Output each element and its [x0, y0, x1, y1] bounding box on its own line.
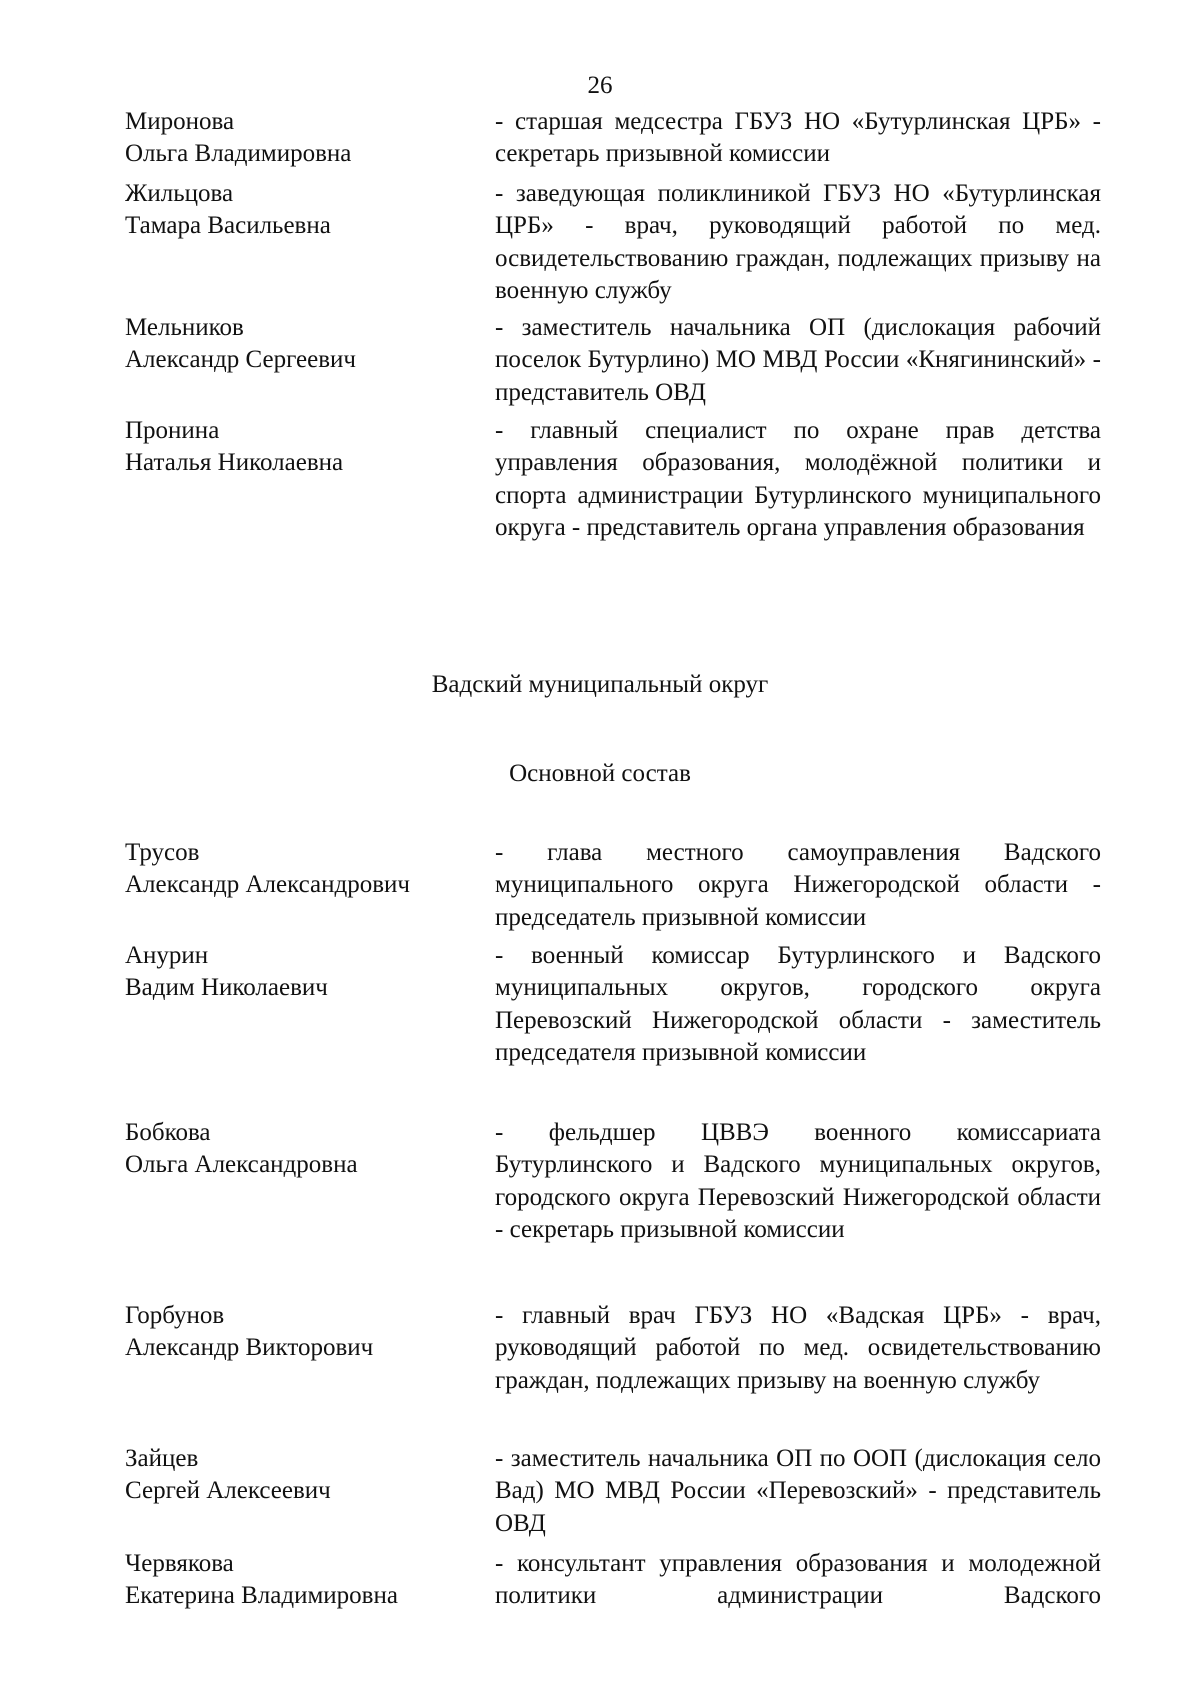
member-name — [125, 1443, 495, 1540]
member-role: - консультант управления образования и молодежной политики администрации Вадского — [495, 1550, 1101, 1610]
member-surname: Миронова — [125, 108, 235, 135]
page-number: 26 — [587, 72, 613, 99]
member-entry — [125, 415, 1110, 544]
member-entry — [125, 178, 1110, 307]
member-surname: Мельников — [125, 314, 244, 341]
member-given-names: Ольга Александровна — [125, 1151, 358, 1179]
member-entry — [125, 837, 1110, 934]
member-surname: Пронина — [125, 417, 220, 444]
member-entry — [125, 106, 1110, 171]
member-role: - заведующая поликлиникой ГБУЗ НО «Бутурлинская ЦРБ» - врач, руководящий работой по мед. освидетельствованию граждан, подлежащих призыву на военную службу — [495, 180, 1101, 304]
member-name — [125, 1548, 495, 1613]
member-name — [125, 1117, 495, 1246]
member-entry — [125, 312, 1110, 409]
member-entry — [125, 1300, 1110, 1397]
member-given-names: Сергей Алексеевич — [125, 1477, 331, 1505]
member-surname: Горбунов — [125, 1302, 225, 1329]
member-given-names: Екатерина Владимировна — [125, 1582, 398, 1610]
member-name — [125, 106, 495, 171]
member-name — [125, 415, 495, 544]
member-given-names: Александр Александрович — [125, 871, 410, 899]
composition-heading: Основной состав — [509, 760, 691, 787]
member-surname: Трусов — [125, 839, 200, 866]
member-role: - глава местного самоуправления Вадского муниципального округа Нижегородской области - председатель призывной комиссии — [495, 839, 1101, 931]
member-entry — [125, 1117, 1110, 1246]
member-name — [125, 837, 495, 934]
member-surname: Жильцова — [125, 180, 234, 207]
member-name — [125, 940, 495, 1069]
member-given-names: Ольга Владимировна — [125, 140, 352, 168]
member-surname: Зайцев — [125, 1445, 199, 1472]
member-role: - фельдшер ЦВВЭ военного комиссариата Бутурлинского и Вадского муниципальных округов, городского округа Перевозский Нижегородской области - секретарь призывной комиссии — [495, 1119, 1101, 1243]
member-entry — [125, 1548, 1110, 1613]
member-name — [125, 312, 495, 409]
member-role: - старшая медсестра ГБУЗ НО «Бутурлинская ЦРБ» - секретарь призывной комиссии — [495, 108, 1101, 168]
member-name — [125, 1300, 495, 1397]
member-given-names: Александр Сергеевич — [125, 346, 356, 374]
member-given-names: Вадим Николаевич — [125, 974, 328, 1002]
member-surname: Анурин — [125, 942, 209, 969]
member-entry — [125, 940, 1110, 1069]
member-role: - главный врач ГБУЗ НО «Вадская ЦРБ» - врач, руководящий работой по мед. освидетельствованию граждан, подлежащих призыву на военную службу — [495, 1302, 1101, 1394]
member-role: - военный комиссар Бутурлинского и Вадского муниципальных округов, городского округа Перевозский Нижегородской области - заместитель председателя призывной комиссии — [495, 942, 1101, 1066]
member-entry — [125, 1443, 1110, 1540]
member-role: - заместитель начальника ОП по ООП (дислокация село Вад) МО МВД России «Перевозский» - представитель ОВД — [495, 1445, 1101, 1537]
district-heading: Вадский муниципальный округ — [431, 671, 769, 698]
member-given-names: Наталья Николаевна — [125, 449, 344, 477]
member-surname: Червякова — [125, 1550, 234, 1577]
member-given-names: Александр Викторович — [125, 1334, 374, 1362]
member-role: - главный специалист по охране прав детства управления образования, молодёжной политики и спорта администрации Бутурлинского муниципального округа - представитель органа управления образования — [495, 417, 1101, 541]
member-surname: Бобкова — [125, 1119, 211, 1146]
member-given-names: Тамара Васильевна — [125, 212, 331, 240]
member-name — [125, 178, 495, 307]
member-role: - заместитель начальника ОП (дислокация рабочий поселок Бутурлино) МО МВД России «Княгининский» - представитель ОВД — [495, 314, 1101, 406]
